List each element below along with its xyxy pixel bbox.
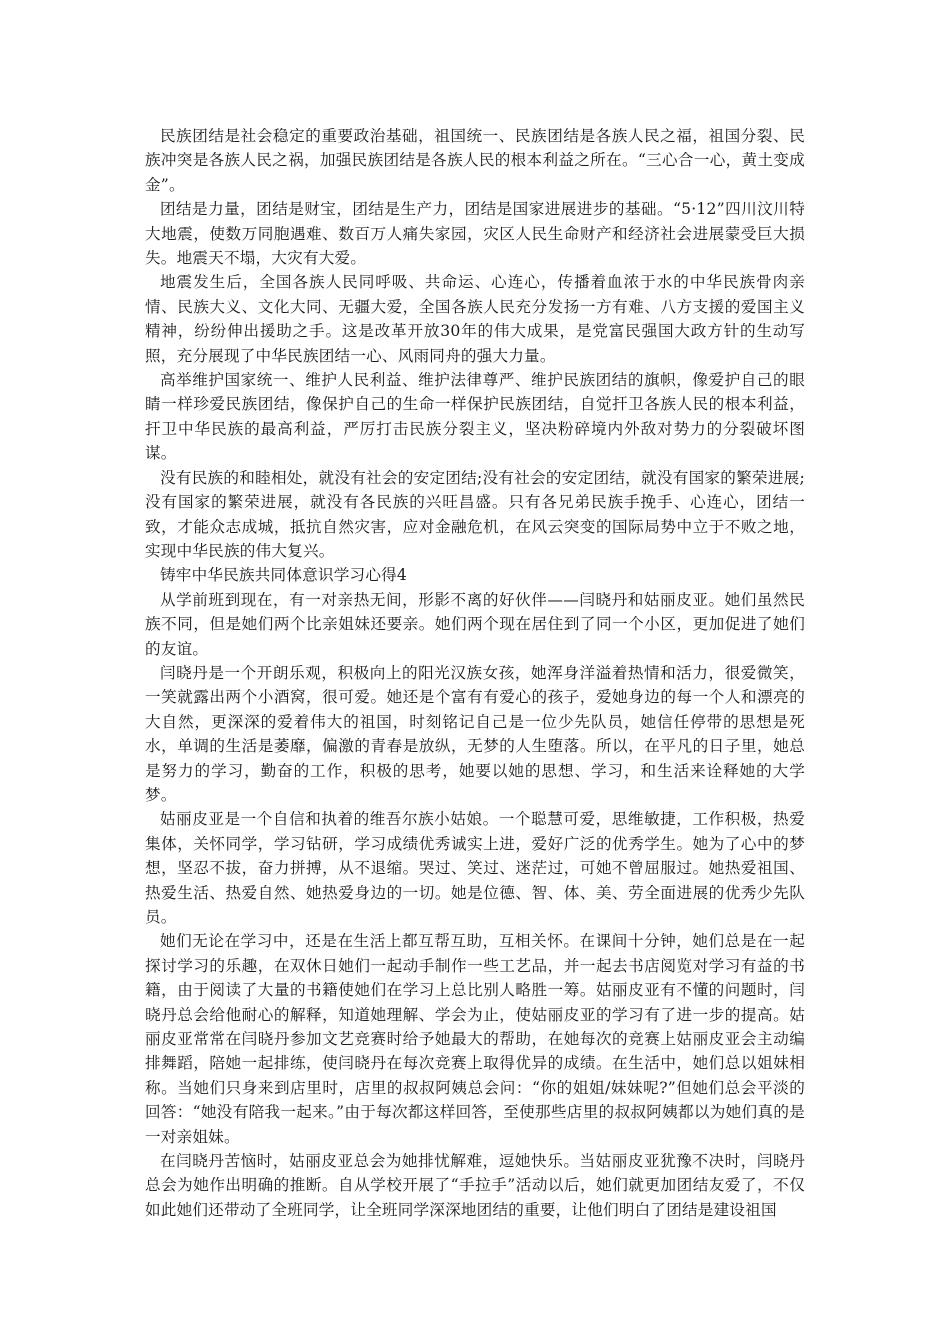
paragraph-5: 没有民族的和睦相处，就没有社会的安定团结;没有社会的安定团结，就没有国家的繁荣进展;没有国家的繁荣进展，就没有各民族的兴旺昌盛。只有各兄弟民族手挽手、心连心，团结一致，才能众志成城，抵抗自然灾害，应对金融危机，在风云突变的国际局势中立于不败之地，实现中华民族的伟大复兴。 [145, 468, 805, 560]
paragraph-3: 地震发生后，全国各族人民同呼吸、共命运、心连心，传播着血浓于水的中华民族骨肉亲情、民族大义、文化大同、无疆大爱，全国各族人民充分发扬一方有难、八方支援的爱国主义精神，纷纷伸出援助之手。这是改革开放30年的伟大成果，是党富民强国大政方针的生动写照，充分展现了中华民族团结一心、风雨同舟的强大力量。 [145, 273, 805, 365]
paragraph-9: 她们无论在学习中，还是在生活上都互帮互助，互相关怀。在课间十分钟，她们总是在一起探讨学习的乐趣，在双休日她们一起动手制作一些工艺品，并一起去书店阅览对学习有益的书籍，由于阅读了大量的书籍使她们在学习上总比别人略胜一筹。姑丽皮亚有不懂的问题时，闫晓丹总会给他耐心的解释，知道她理解、学会为止，使姑丽皮亚的学习有了进一步的提高。姑丽皮亚常常在闫晓丹参加文艺竞赛时给予她最大的帮助，在她每次的竞赛上姑丽皮亚会主动编排舞蹈，陪她一起排练，使闫晓丹在每次竞赛上取得优异的成绩。在生活中，她们总以姐妹相称。当她们只身来到店里时，店里的叔叔阿姨总会问：“你的姐姐/妹妹呢?”但她们总会平淡的回答：“她没有陪我一起来。”由于每次都这样回答，至使那些店里的叔叔阿姨都以为她们真的是一对亲姐妹。 [145, 932, 805, 1146]
paragraph-2: 团结是力量，团结是财宝，团结是生产力，团结是国家进展进步的基础。“5·12”四川汶川特大地震，使数万同胞遇难、数百万人痛失家园，灾区人民生命财产和经济社会进展蒙受巨大损失。地震天不塌，大灾有大爱。 [145, 200, 805, 268]
paragraph-7: 闫晓丹是一个开朗乐观，积极向上的阳光汉族女孩，她浑身洋溢着热情和活力，很爱微笑，一笑就露出两个小酒窝，很可爱。她还是个富有有爱心的孩子，爱她身边的每一个人和漂亮的大自然，更深深的爱着伟大的祖国，时刻铭记自己是一位少先队员，她信任停带的思想是死水，单调的生活是萎靡，偏激的青春是放纵，无梦的人生堕落。所以，在平凡的日子里，她总是努力的学习，勤奋的工作，积极的思考，她要以她的思想、学习，和生活来诠释她的大学梦。 [145, 663, 805, 804]
paragraph-8: 姑丽皮亚是一个自信和执着的维吾尔族小姑娘。一个聪慧可爱，思维敏捷，工作积极，热爱集体，关怀同学，学习钻研，学习成绩优秀诚实上进，爱好广泛的优秀学生。她为了心中的梦想，坚忍不拔，奋力拼搏，从不退缩。哭过、笑过、迷茫过，可她不曾屈服过。她热爱祖国、热爱生活、热爱自然、她热爱身边的一切。她是位德、智、体、美、劳全面进展的优秀少先队员。 [145, 810, 805, 926]
paragraph-6: 从学前班到现在，有一对亲热无间，形影不离的好伙伴——闫晓丹和姑丽皮亚。她们虽然民族不同，但是她们两个比亲姐妹还要亲。她们两个现在居住到了同一个小区，更加促进了她们的友谊。 [145, 590, 805, 658]
paragraph-1: 民族团结是社会稳定的重要政治基础，祖国统一、民族团结是各族人民之福，祖国分裂、民族冲突是各族人民之祸，加强民族团结是各族人民的根本利益之所在。“三心合一心，黄土变成金”。 [145, 127, 805, 194]
paragraph-10: 在闫晓丹苦恼时，姑丽皮亚总会为她排忧解难，逗她快乐。当姑丽皮亚犹豫不决时，闫晓丹总会为她作出明确的推断。自从学校开展了“手拉手”活动以后，她们就更加团结友爱了，不仅如此她们还带动了全班同学，让全班同学深深地团结的重要，让他们明白了团结是建设祖国 [145, 1152, 805, 1219]
section-heading: 铸牢中华民族共同体意识学习心得4 [160, 566, 408, 585]
document-body [145, 124, 805, 1222]
paragraph-4: 高举维护国家统一、维护人民利益、维护法律尊严、维护民族团结的旗帜，像爱护自己的眼睛一样珍爱民族团结，像保护自己的生命一样保护民族团结，自觉扞卫各族人民的根本利益，扞卫中华民族的最高利益，严厉打击民族分裂主义，坚决粉碎境内外敌对势力的分裂破坏图谋。 [145, 371, 805, 463]
